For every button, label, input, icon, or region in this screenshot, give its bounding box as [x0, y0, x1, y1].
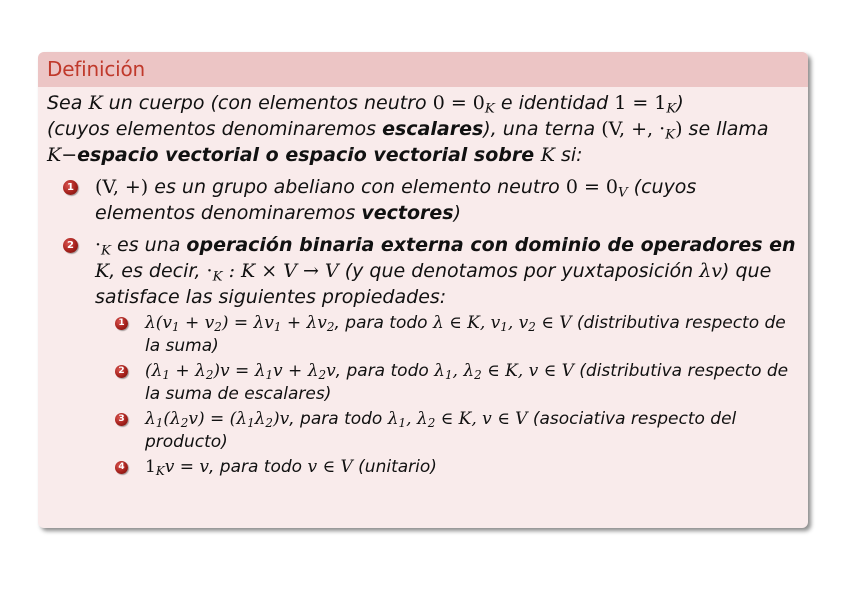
math-subscript: K: [665, 127, 676, 143]
definition-body: [38, 87, 808, 479]
math-text: ·: [206, 260, 213, 282]
item-text: ) que satisface las siguientes propiedades:: [95, 260, 772, 308]
math-expression: [434, 361, 574, 381]
math-text: v = v: [164, 457, 209, 477]
item-text: (cuyos elementos denominaremos: [95, 176, 697, 224]
math-subscript: K: [155, 463, 165, 478]
math-subscript: 1: [247, 415, 255, 430]
math-text: v ∈ V: [307, 457, 353, 477]
bold-term: escalares: [382, 118, 484, 140]
item-text: , es decir,: [109, 260, 207, 282]
intro-text: Sea: [47, 92, 89, 114]
math-text: 0 = 0: [432, 92, 485, 114]
math-text: 0 = 0: [565, 176, 619, 198]
math-text: λ: [254, 409, 266, 429]
definition-intro: [47, 90, 800, 168]
math-text: ∈ V: [535, 313, 572, 333]
bold-term: espacio vectorial o espacio vectorial sobre: [77, 144, 541, 166]
math-symbol: K: [88, 92, 103, 114]
math-subscript: 1: [273, 319, 282, 334]
math-text: ·: [95, 234, 102, 256]
bold-term: vectores: [361, 202, 454, 224]
math-text: v) = (λ: [188, 409, 248, 429]
math-subscript: 1: [172, 319, 180, 334]
math-expression: [145, 361, 336, 381]
item-text: (asociativa respecto del producto): [145, 409, 737, 452]
math-subscript: K: [212, 269, 223, 285]
math-symbol: K: [540, 144, 555, 166]
axiom-list: [47, 174, 800, 479]
item-text: (distributiva respecto de la suma): [145, 313, 786, 356]
math-subscript: 1: [500, 319, 508, 334]
math-text: λ(v: [145, 313, 173, 333]
math-subscript: 2: [427, 415, 436, 430]
intro-text: se llama: [682, 118, 769, 140]
math-subscript: 2: [205, 367, 214, 382]
intro-line-1: [47, 90, 800, 116]
math-text: ∈ K, v ∈ V: [481, 361, 574, 381]
math-symbol: K: [95, 260, 110, 282]
intro-text: un cuerpo (con elementos neutro: [102, 92, 433, 114]
math-text: (V, +, ·: [601, 118, 666, 140]
intro-text: si:: [554, 144, 583, 166]
math-text: v: [326, 361, 336, 381]
intro-text: (cuyos elementos denominaremos: [47, 118, 383, 140]
intro-text: e identidad: [494, 92, 615, 114]
math-text: , v: [507, 313, 529, 333]
math-text: λ ∈ K, v: [432, 313, 501, 333]
math-text: + v: [179, 313, 215, 333]
math-text: , λ: [452, 361, 475, 381]
bold-term: operación binaria externa con dominio de operadores en: [186, 234, 796, 256]
math-expression: [145, 409, 289, 429]
math-subscript: 1: [155, 415, 164, 430]
item-text: , para todo: [334, 313, 433, 333]
list-item: [95, 312, 800, 358]
math-subscript: 1: [265, 367, 274, 382]
intro-text: ): [676, 92, 684, 114]
math-subscript: 1: [162, 367, 170, 382]
math-subscript: 2: [265, 415, 273, 430]
math-text: (λ: [145, 361, 163, 381]
math-subscript: 2: [180, 415, 189, 430]
numbered-bullet-icon: 2: [115, 365, 128, 378]
item-text: , para todo: [289, 409, 388, 429]
math-subscript: V: [618, 185, 628, 201]
item-text: ): [453, 202, 462, 224]
math-text: v + λ: [273, 361, 319, 381]
math-expression: [145, 313, 334, 333]
list-item: [47, 232, 800, 479]
math-text: , λ: [406, 409, 428, 429]
list-item: [47, 174, 800, 226]
item-text: (distributiva respecto de la suma de escalares): [145, 361, 789, 404]
math-subscript: 1: [444, 367, 453, 382]
math-text: (λ: [163, 409, 181, 429]
math-text: (V, +): [95, 176, 149, 198]
math-subscript: K: [484, 101, 495, 117]
intro-text: ), una terna: [483, 118, 602, 140]
item-text: (unitario): [352, 457, 437, 477]
item-text: , para todo: [208, 457, 308, 477]
list-item: [95, 360, 800, 406]
math-text: λ: [145, 409, 156, 429]
math-text: λ: [387, 409, 399, 429]
math-expression: [601, 118, 683, 143]
math-subscript: 2: [326, 319, 335, 334]
definition-title: Definición: [38, 52, 808, 87]
math-expression: [145, 457, 209, 477]
math-text: 1 = 1: [614, 92, 667, 114]
intro-line-3: [47, 142, 800, 168]
math-text: λ: [434, 361, 445, 381]
math-subscript: 1: [398, 415, 407, 430]
math-text: ): [675, 118, 683, 140]
math-subscript: 2: [474, 367, 482, 382]
list-item: [95, 408, 800, 454]
math-subscript: K: [666, 101, 677, 117]
math-text: + λ: [170, 361, 206, 381]
numbered-bullet-icon: 2: [63, 238, 78, 253]
item-text: (y que denotamos por yuxtaposición: [338, 260, 700, 282]
math-expression: [614, 92, 677, 117]
numbered-bullet-icon: 4: [115, 461, 128, 474]
item-text: es un grupo abeliano con elemento neutro: [148, 176, 566, 198]
math-expression: [432, 92, 495, 117]
list-item: [95, 456, 800, 479]
math-text: )v = λ: [213, 361, 266, 381]
math-text: : K × V → V: [222, 260, 339, 282]
math-text: 1: [145, 457, 156, 477]
definition-block: [38, 52, 808, 528]
numbered-bullet-icon: 1: [115, 317, 128, 330]
math-text: )v: [273, 409, 290, 429]
math-symbol: K−: [47, 144, 78, 166]
item-text: es una: [110, 234, 187, 256]
math-subscript: 2: [318, 367, 327, 382]
intro-line-2: [47, 116, 800, 142]
item-text: , para todo: [335, 361, 435, 381]
math-text: ∈ K, v ∈ V: [435, 409, 528, 429]
math-subscript: 2: [214, 319, 222, 334]
math-text: + λv: [281, 313, 327, 333]
numbered-bullet-icon: 3: [115, 413, 128, 426]
math-text: λv: [699, 260, 723, 282]
math-expression: [433, 313, 572, 333]
property-list: [95, 312, 800, 479]
math-text: ) = λv: [221, 313, 274, 333]
math-expression: [388, 409, 528, 429]
math-subscript: K: [101, 243, 111, 259]
math-subscript: 2: [528, 319, 536, 334]
numbered-bullet-icon: 1: [63, 180, 78, 195]
